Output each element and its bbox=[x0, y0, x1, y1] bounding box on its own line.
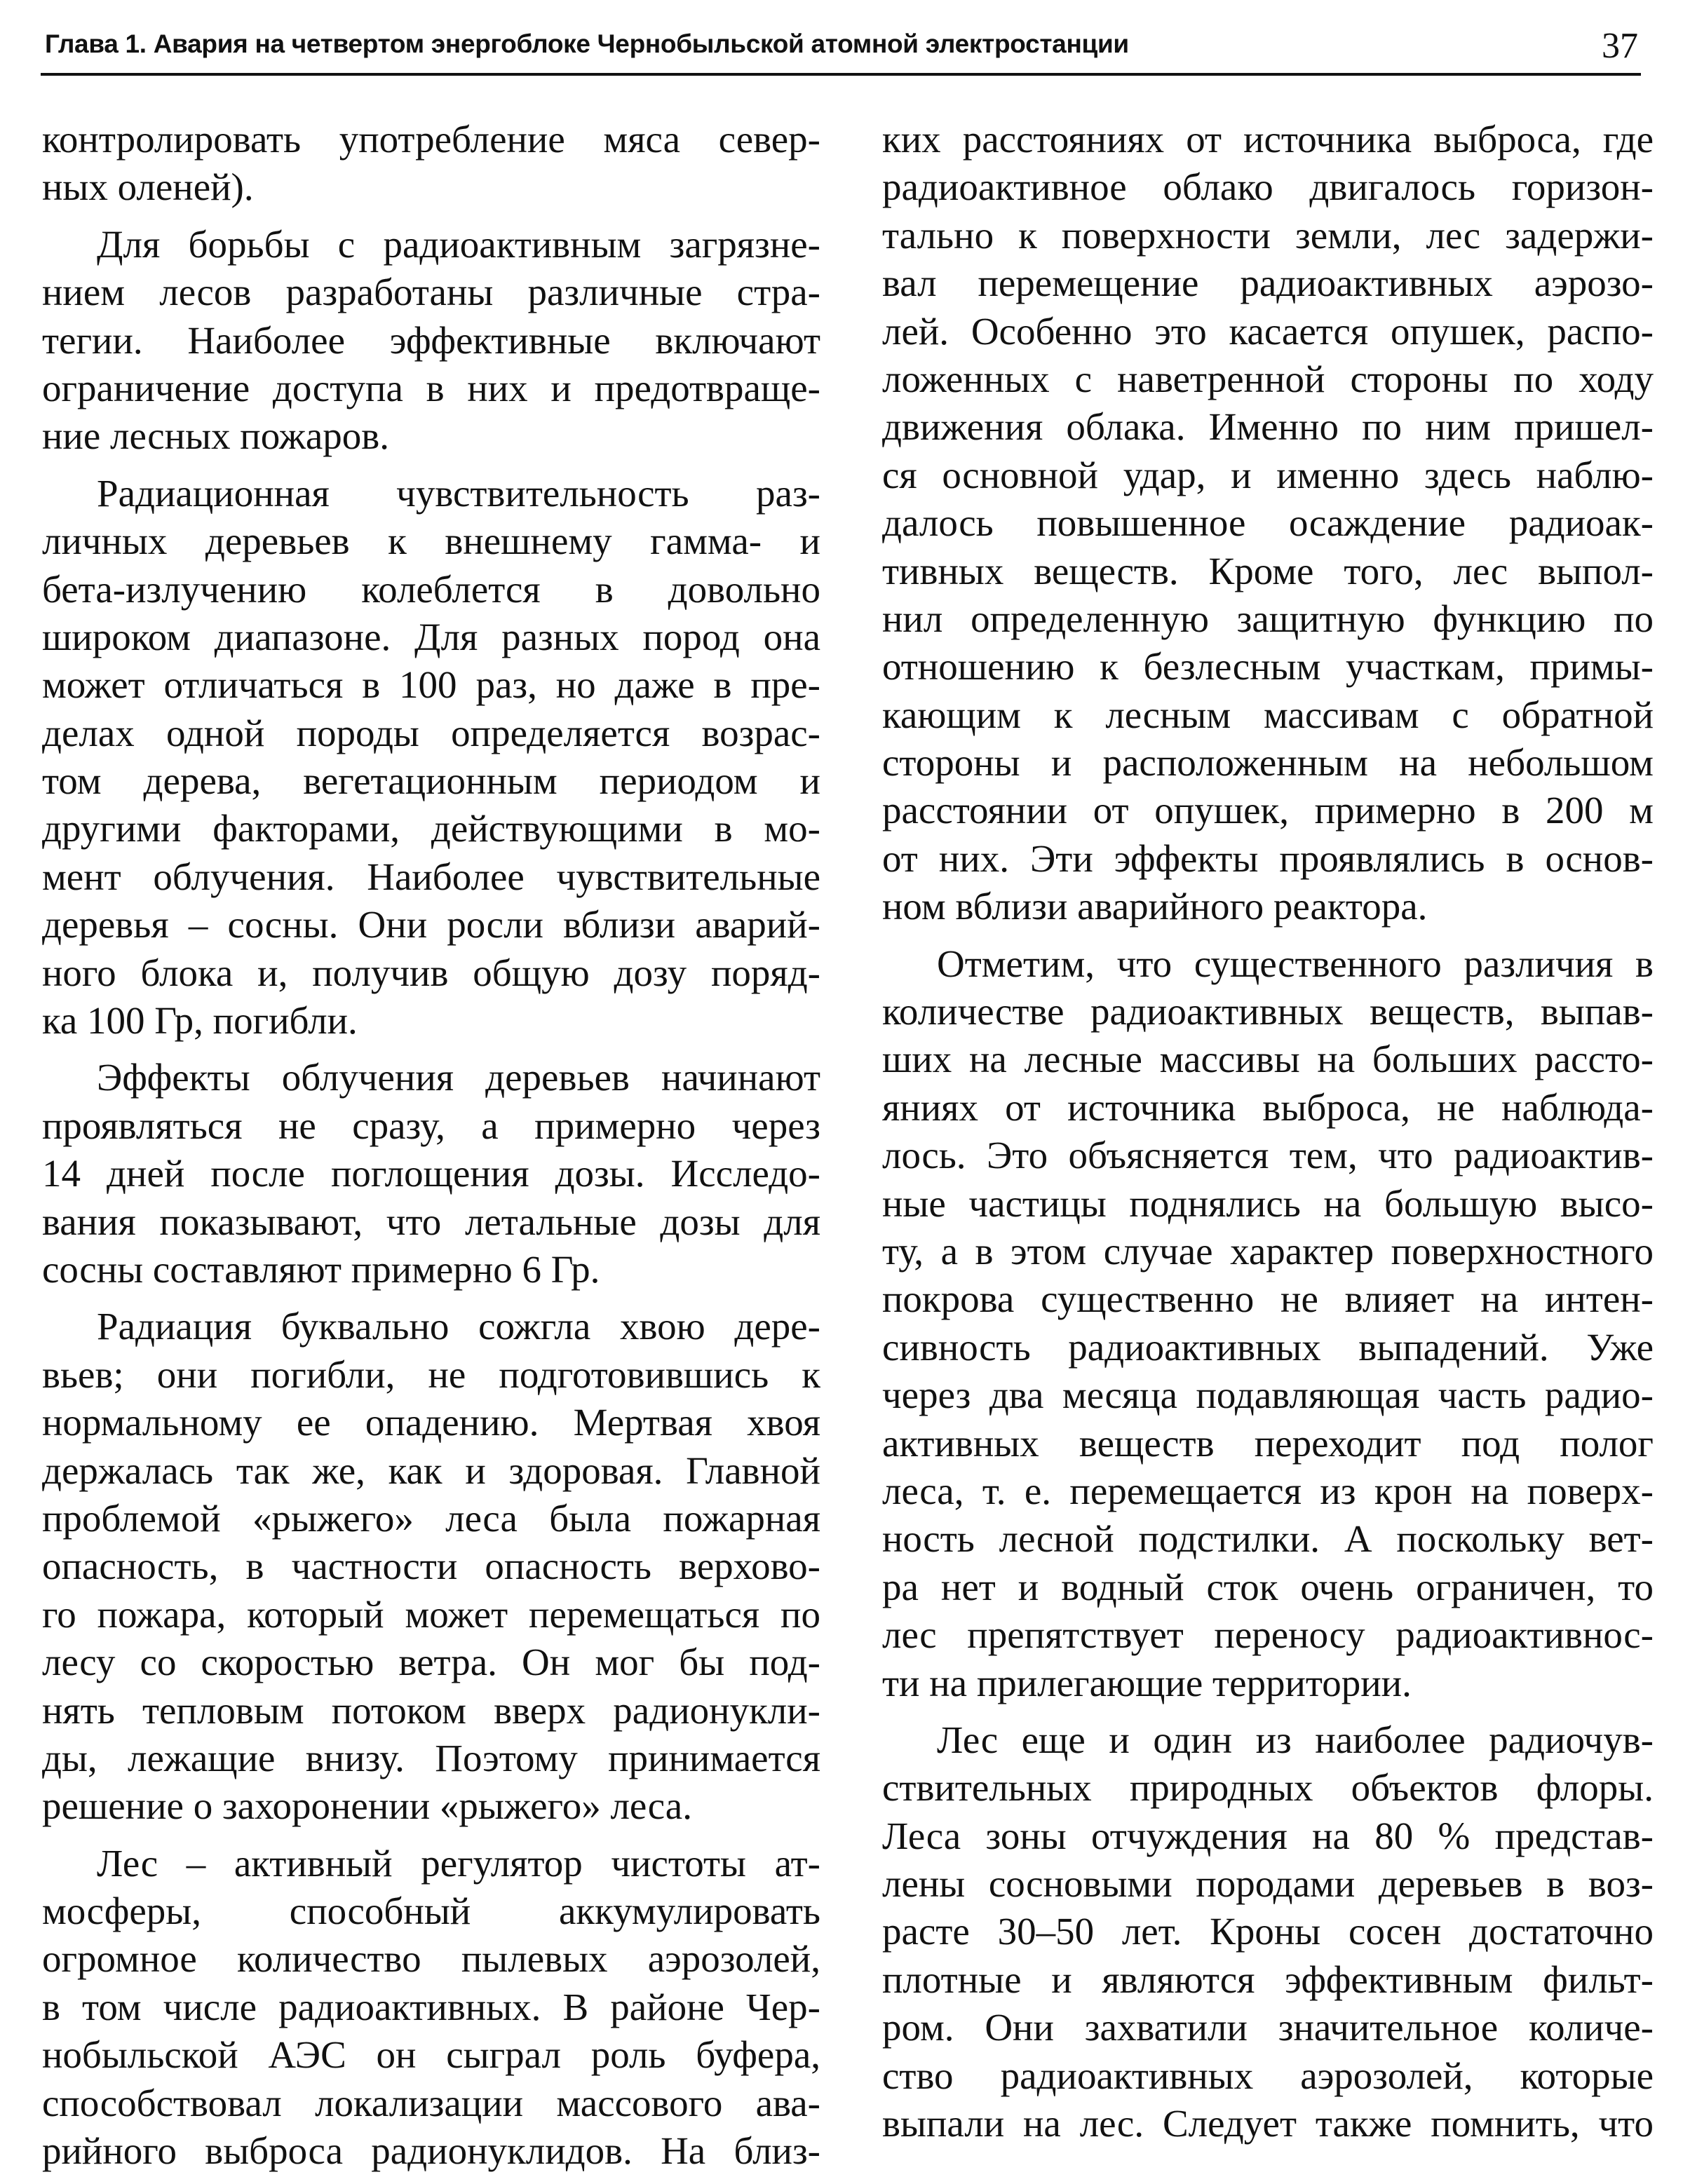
text-line: расте 30–50 лет. Кроны сосен достаточно bbox=[882, 1910, 1654, 1953]
text-line: ту, а в этом случае характер поверхностного bbox=[882, 1229, 1654, 1273]
text-line: мосферы, способный аккумулировать bbox=[42, 1890, 820, 1933]
text-line: способствовал локализации массового ава- bbox=[42, 2081, 820, 2124]
text-line: ного блока и, получив общую дозу поряд- bbox=[42, 951, 820, 994]
text-line: может отличаться в 100 раз, но даже в пре- bbox=[42, 663, 820, 707]
text-line: ших на лесные массивы на больших рассто- bbox=[882, 1038, 1654, 1081]
text-line: огромное количество пылевых аэрозолей, bbox=[42, 1937, 820, 1981]
text-line: Отметим, что существенного различия в bbox=[937, 942, 1654, 985]
text-line: ка 100 Гр, погибли. bbox=[42, 999, 358, 1043]
text-line: ти на прилегающие территории. bbox=[882, 1661, 1412, 1704]
text-line: через два месяца подавляющая часть радио- bbox=[882, 1374, 1654, 1417]
page-number: 37 bbox=[1602, 26, 1638, 66]
text-line: стороны и расположенным на небольшом bbox=[882, 741, 1654, 785]
text-line: ных оленей). bbox=[42, 165, 254, 209]
text-line: лось. Это объясняется тем, что радиоактив- bbox=[882, 1134, 1654, 1177]
text-line: отношению к безлесным участкам, примы- bbox=[882, 645, 1654, 689]
text-line: сосны составляют примерно 6 Гр. bbox=[42, 1247, 600, 1291]
text-line: ложенных с наветренной стороны по ходу bbox=[882, 357, 1654, 400]
text-line: лесу со скоростью ветра. Он мог бы под- bbox=[42, 1641, 820, 1684]
text-line: ном вблизи аварийного реактора. bbox=[882, 885, 1428, 928]
text-line: ся основной удар, и именно здесь наблю- bbox=[882, 453, 1654, 496]
paragraph bbox=[42, 1303, 820, 1830]
chapter-title: Глава 1. Авария на четвертом энергоблоке Чернобыльской атомной электростанции bbox=[45, 29, 1129, 58]
text-line: ром. Они захватили значительное количе- bbox=[882, 2006, 1654, 2049]
text-line: рийного выброса радионуклидов. На близ- bbox=[42, 2129, 820, 2173]
paragraph bbox=[42, 116, 820, 212]
text-line: покрова существенно не влияет на интен- bbox=[882, 1277, 1654, 1321]
text-line: ограничение доступа в них и предотвраще- bbox=[42, 366, 820, 409]
text-line: том дерева, вегетационным периодом и bbox=[42, 759, 820, 803]
text-line: лей. Особенно это касается опушек, распо- bbox=[882, 309, 1654, 353]
text-line: тегии. Наиболее эффективные включают bbox=[42, 318, 820, 362]
text-line: 14 дней после поглощения дозы. Исследо- bbox=[42, 1152, 820, 1195]
text-line: леса, т. е. перемещается из крон на поверх- bbox=[882, 1469, 1654, 1512]
paragraph bbox=[42, 1054, 820, 1294]
left-text-column bbox=[42, 116, 820, 2184]
text-line: нием лесов разработаны различные стра- bbox=[42, 271, 820, 314]
text-line: ство радиоактивных аэрозолей, которые bbox=[882, 2054, 1654, 2097]
text-line: ние лесных пожаров. bbox=[42, 414, 389, 458]
text-line: лены сосновыми породами деревьев в воз- bbox=[882, 1862, 1654, 1906]
text-line: вания показывают, что летальные дозы для bbox=[42, 1200, 820, 1243]
text-line: яниях от источника выброса, не наблюда- bbox=[882, 1085, 1654, 1129]
text-line: сивность радиоактивных выпадений. Уже bbox=[882, 1325, 1654, 1369]
text-line: ких расстояниях от источника выброса, где bbox=[882, 118, 1654, 161]
text-line: Для борьбы с радиоактивным загрязне- bbox=[97, 222, 820, 266]
text-line: от них. Эти эффекты проявлялись в основ- bbox=[882, 836, 1654, 880]
text-line: нил определенную защитную функцию по bbox=[882, 597, 1654, 640]
text-line: радиоактивное облако двигалось горизон- bbox=[882, 165, 1654, 209]
text-line: проблемой «рыжего» леса была пожарная bbox=[42, 1496, 820, 1540]
text-line: количестве радиоактивных веществ, выпав- bbox=[882, 990, 1654, 1033]
right-text-column bbox=[882, 116, 1654, 2157]
text-line: решение о захоронении «рыжего» леса. bbox=[42, 1784, 692, 1828]
text-line: ствительных природных объектов флоры. bbox=[882, 1766, 1654, 1810]
text-line: выпали на лес. Следует также помнить, что bbox=[882, 2102, 1654, 2145]
text-line: проявляться не сразу, а примерно через bbox=[42, 1104, 820, 1147]
text-line: вал перемещение радиоактивных аэрозо- bbox=[882, 262, 1654, 305]
text-line: широком диапазоне. Для разных пород она bbox=[42, 615, 820, 658]
text-line: лес препятствует переносу радиоактивнос- bbox=[882, 1613, 1654, 1657]
text-line: далось повышенное осаждение радиоак- bbox=[882, 501, 1654, 545]
text-line: го пожара, который может перемещаться по bbox=[42, 1592, 820, 1636]
text-line: Лес еще и один из наиболее радиочув- bbox=[937, 1718, 1654, 1761]
paragraph bbox=[42, 470, 820, 1045]
text-line: Радиационная чувствительность раз- bbox=[97, 471, 820, 515]
text-line: ность лесной подстилки. А поскольку вет- bbox=[882, 1517, 1654, 1561]
paragraph bbox=[42, 221, 820, 461]
paragraph bbox=[882, 940, 1654, 1707]
text-line: ра нет и водный сток очень ограничен, то bbox=[882, 1565, 1654, 1608]
text-line: делах одной породы определяется возрас- bbox=[42, 711, 820, 754]
text-line: плотные и являются эффективным фильт- bbox=[882, 1958, 1654, 2001]
text-line: расстоянии от опушек, примерно в 200 м bbox=[882, 789, 1654, 832]
text-line: в том числе радиоактивных. В районе Чер- bbox=[42, 1985, 820, 2028]
text-line: деревья – сосны. Они росли вблизи аварий- bbox=[42, 903, 820, 947]
text-line: ные частицы поднялись на большую высо- bbox=[882, 1181, 1654, 1225]
text-line: тивных веществ. Кроме того, лес выпол- bbox=[882, 549, 1654, 592]
text-line: личных деревьев к внешнему гамма- и bbox=[42, 520, 820, 563]
text-line: нять тепловым потоком вверх радионукли- bbox=[42, 1688, 820, 1732]
text-line: активных веществ переходит под полог bbox=[882, 1421, 1654, 1465]
text-line: Эффекты облучения деревьев начинают bbox=[97, 1056, 820, 1099]
paragraph bbox=[882, 116, 1654, 931]
text-line: контролировать употребление мяса север- bbox=[42, 118, 820, 161]
text-line: нобыльской АЭС он сыграл роль буфера, bbox=[42, 2033, 820, 2077]
text-line: тально к поверхности земли, лес задержи- bbox=[882, 213, 1654, 257]
text-line: держалась так же, как и здоровая. Главной bbox=[42, 1449, 820, 1492]
text-line: Лес – активный регулятор чистоты ат- bbox=[97, 1841, 820, 1885]
text-line: Леса зоны отчуждения на 80 % представ- bbox=[882, 1814, 1654, 1857]
text-line: другими факторами, действующими в мо- bbox=[42, 807, 820, 850]
text-line: движения облака. Именно по ним пришел- bbox=[882, 405, 1654, 449]
text-line: Радиация буквально сожгла хвою дере- bbox=[97, 1305, 820, 1348]
text-line: ды, лежащие внизу. Поэтому принимается bbox=[42, 1736, 820, 1779]
paragraph bbox=[42, 1840, 820, 2176]
text-line: опасность, в частности опасность верхово- bbox=[42, 1545, 820, 1588]
text-line: вьев; они погибли, не подготовившись к bbox=[42, 1352, 820, 1396]
paragraph bbox=[882, 1716, 1654, 2148]
running-header bbox=[41, 28, 1641, 76]
text-line: мент облучения. Наиболее чувствительные bbox=[42, 855, 820, 898]
text-line: нормальному ее опадению. Мертвая хвоя bbox=[42, 1401, 820, 1444]
text-line: кающим к лесным массивам с обратной bbox=[882, 693, 1654, 736]
text-line: бета-излучению колеблется в довольно bbox=[42, 567, 820, 611]
